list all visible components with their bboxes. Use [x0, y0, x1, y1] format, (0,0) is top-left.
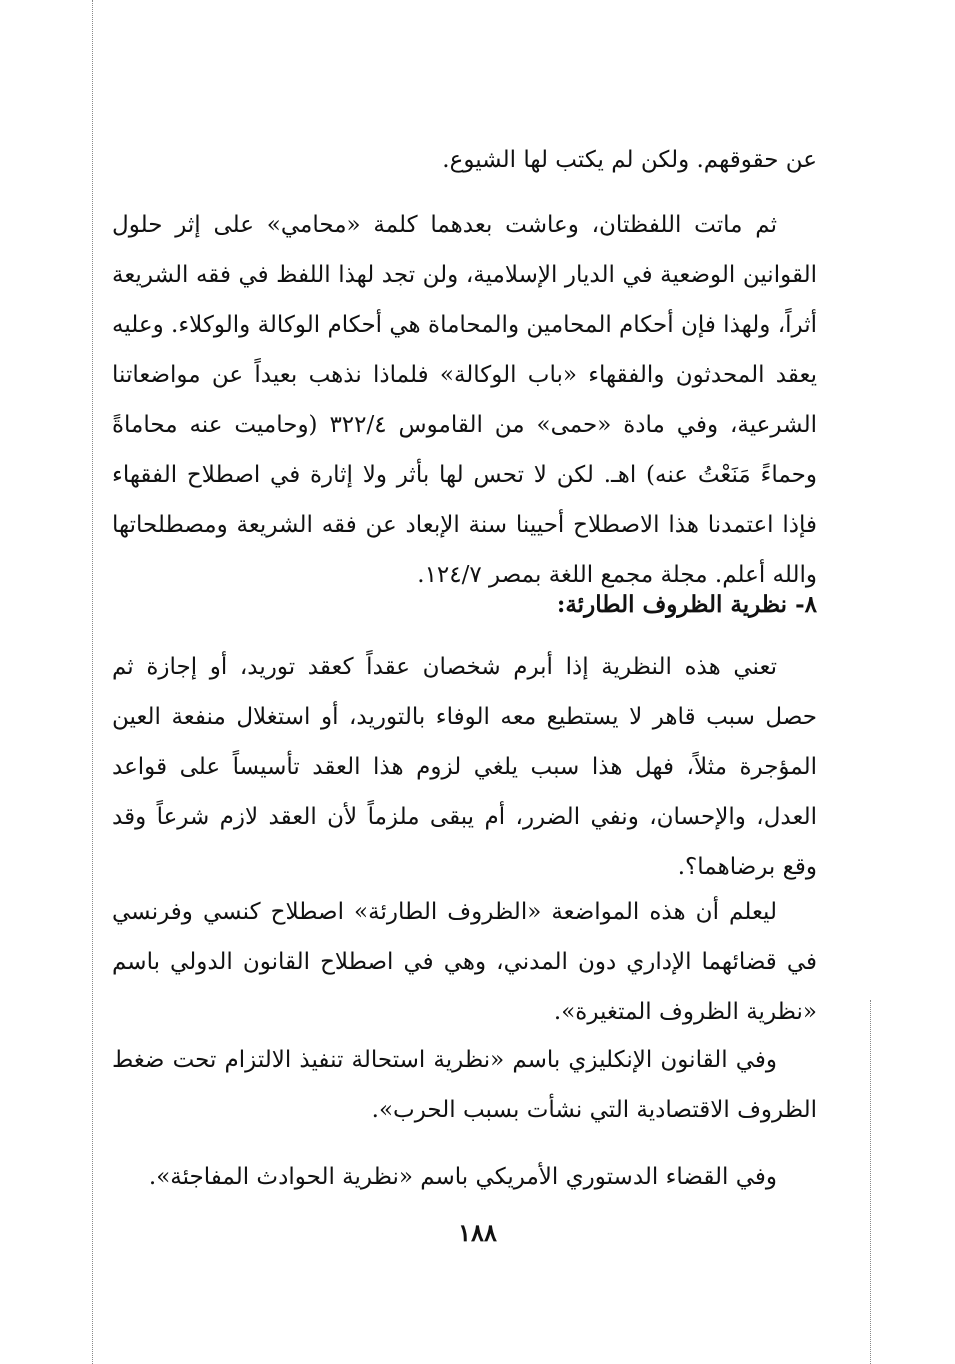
section-heading	[112, 580, 817, 630]
paragraph-5-text: وفي القانون الإنكليزي باسم «نظرية استحالة تنفيذ الالتزام تحت ضغط الظروف الاقتصادية التي نشأت بسبب الحرب».	[112, 1047, 817, 1123]
paragraph-3-text: تعني هذه النظرية إذا أبرم شخصان عقداً كعقد توريد، أو إجازة ثم حصل سبب قاهر لا يستطيع معه الوفاء بالتوريد، أو استغلال منفعة العين المؤجرة مثلاً، فهل هذا سبب يلغي لزوم هذا العقد تأسيساً على قواعد العدل، والإحسان، ونفي الضرر، أم يبقى ملزماً لأن العقد لازم شرعاً وقد وقع برضاهما؟.	[112, 654, 817, 880]
paragraph-1-text: عن حقوقهم. ولكن لم يكتب لها الشيوع.	[442, 147, 817, 173]
paragraph-6	[112, 1152, 817, 1202]
paragraph-1	[112, 135, 817, 185]
paragraph-4-text: ليعلم أن هذه المواضعة «الظروف الطارئة» اصطلاح كنسي وفرنسي في قضائهما الإداري دون المدني، وهي في اصطلاح القانون الدولي باسم «نظرية الظروف المتغيرة».	[112, 899, 817, 1025]
paragraph-5	[112, 1035, 817, 1135]
scan-margin-line-left	[92, 0, 93, 1364]
scan-margin-line-right	[870, 1000, 871, 1364]
paragraph-3	[112, 642, 817, 892]
paragraph-2	[112, 200, 817, 600]
page-number: ١٨٨	[458, 1218, 497, 1247]
section-heading-text: ٨- نظرية الظروف الطارئة:	[556, 591, 817, 618]
paragraph-4	[112, 887, 817, 1037]
paragraph-6-text: وفي القضاء الدستوري الأمريكي باسم «نظرية الحوادث المفاجئة».	[148, 1164, 777, 1190]
paragraph-2-text: ثم ماتت اللفظتان، وعاشت بعدهما كلمة «محامي» على إثر حلول القوانين الوضعية في الديار الإسلامية، ولن تجد لهذا اللفظ في فقه الشريعة أثراً، ولهذا فإن أحكام المحامين والمحاماة هي أحكام الوكالة والوكلاء. وعليه يعقد المحدثون والفقهاء «باب الوكالة» فلماذا نذهب بعيداً عن مواضعاتنا الشرعية، وفي مادة «حمى» من القاموس ٣٢٢/٤ (وحاميت عنه محاماةً وحماءً مَنَعْتُ عنه) اهـ. لكن لا تحس لها بأثر ولا إثارة في اصطلاح الفقهاء فإذا اعتمدنا هذا الاصطلاح أحيينا سنة الإبعاد عن فقه الشريعة ومصطلحاتها والله أعلم. مجلة مجمع اللغة بمصر ١٢٤/٧.	[112, 212, 817, 588]
